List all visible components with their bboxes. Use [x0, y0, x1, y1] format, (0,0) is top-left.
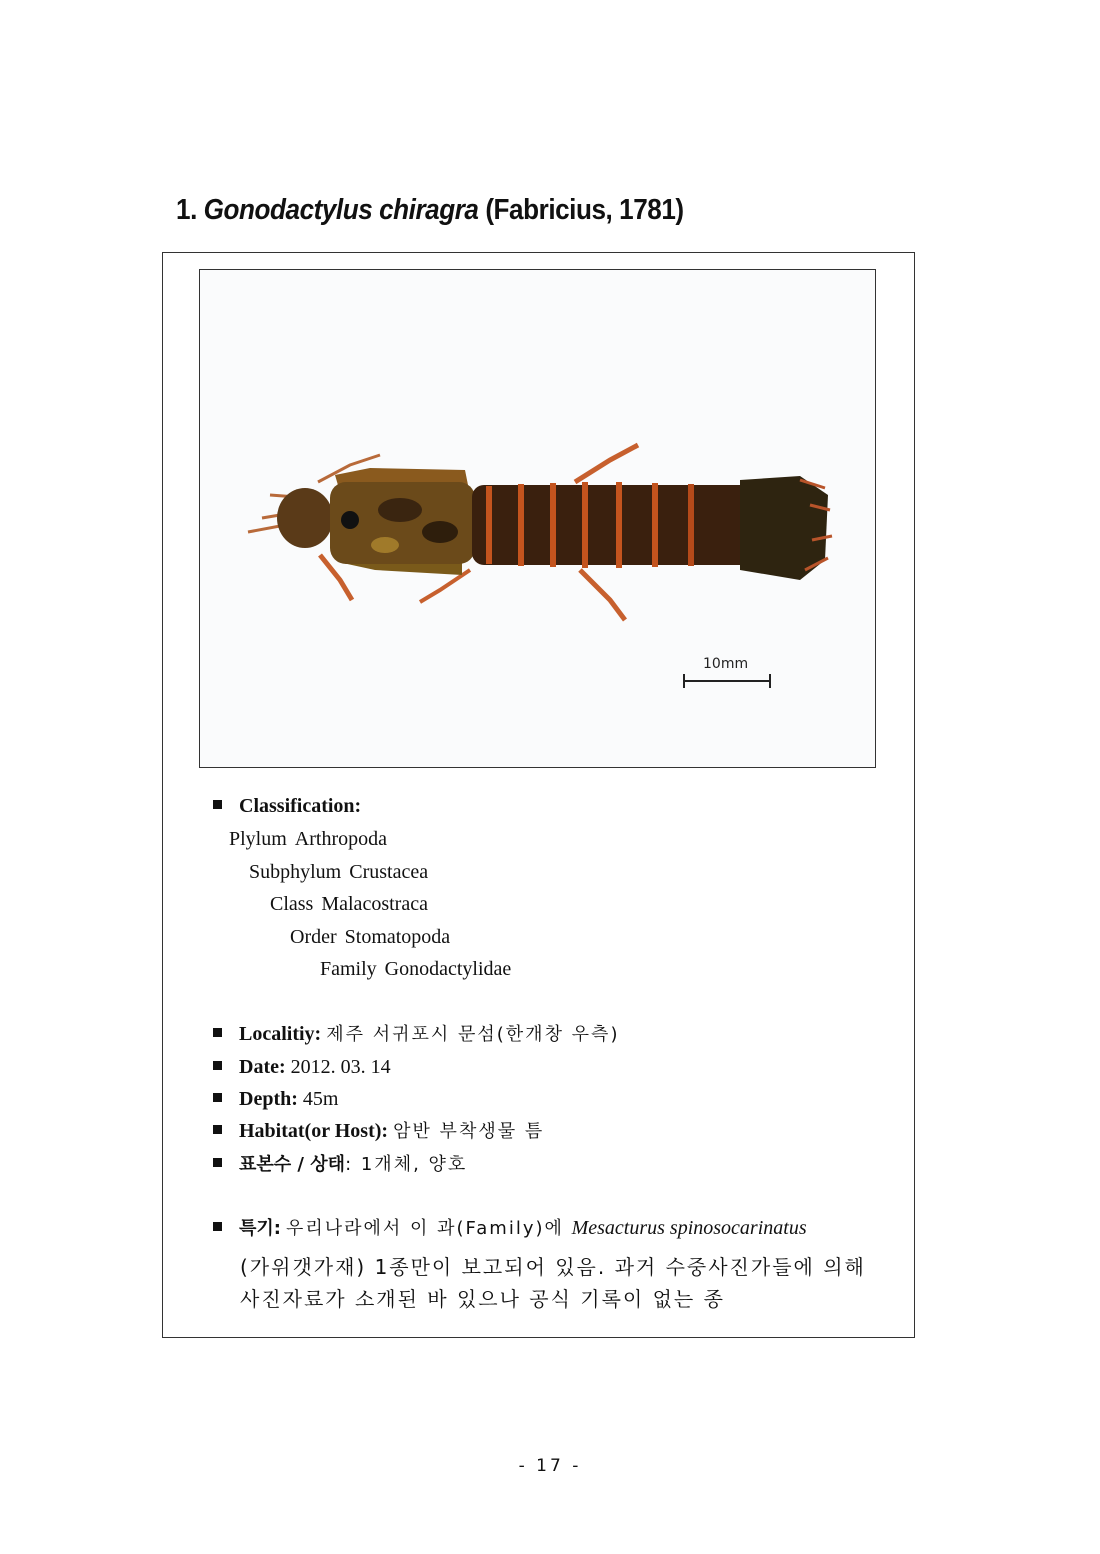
field-locality: Localitiy: 제주 서귀포시 문섬(한개창 우측) [213, 1024, 619, 1044]
scale-bar [683, 680, 771, 682]
notes-line-2: (가위갯가재) 1종만이 보고되어 있음. 과거 수중사진가들에 의해 [240, 1255, 866, 1279]
title-number: 1. [176, 194, 197, 226]
bullet-square-icon [213, 1158, 222, 1167]
bullet-square-icon [213, 800, 222, 809]
mantis-shrimp-illustration [200, 270, 876, 768]
classification-heading: Classification: [213, 796, 361, 816]
notes-line-3: 사진자료가 소개된 바 있으나 공식 기록이 없는 종 [240, 1287, 725, 1311]
taxon-subphylum: Subphylum Crustacea [249, 861, 429, 883]
field-habitat: Habitat(or Host): 암반 부착생물 틈 [213, 1121, 544, 1141]
taxon-family: Family Gonodactylidae [320, 958, 512, 980]
bullet-square-icon [213, 1061, 222, 1070]
notes-species-name: Mesacturus spinosocarinatus [571, 1217, 807, 1239]
page-title [176, 194, 684, 227]
title-authority: (Fabricius, 1781) [485, 194, 684, 226]
taxon-class: Class Malacostraca [270, 893, 428, 915]
title-species: chiragra [379, 194, 479, 226]
taxon-order: Order Stomatopoda [290, 926, 451, 948]
field-specimen: 표본수 / 상태: 1개체, 양호 [213, 1154, 467, 1174]
title-genus: Gonodactylus [203, 194, 373, 226]
scale-bar-label: 10mm [703, 656, 749, 672]
field-depth: Depth: 45m [213, 1089, 338, 1109]
bullet-square-icon [213, 1125, 222, 1134]
taxon-phylum: Plylum Arthropoda [229, 828, 387, 850]
bullet-square-icon [213, 1093, 222, 1102]
specimen-photo [199, 269, 876, 768]
field-date: Date: 2012. 03. 14 [213, 1057, 391, 1077]
bullet-square-icon [213, 1222, 222, 1231]
field-notes: 특기: 우리나라에서 이 과(Family)에 Mesacturus spinosocarinatus [213, 1218, 807, 1238]
page-number: - 17 - [518, 1456, 582, 1476]
bullet-square-icon [213, 1028, 222, 1037]
